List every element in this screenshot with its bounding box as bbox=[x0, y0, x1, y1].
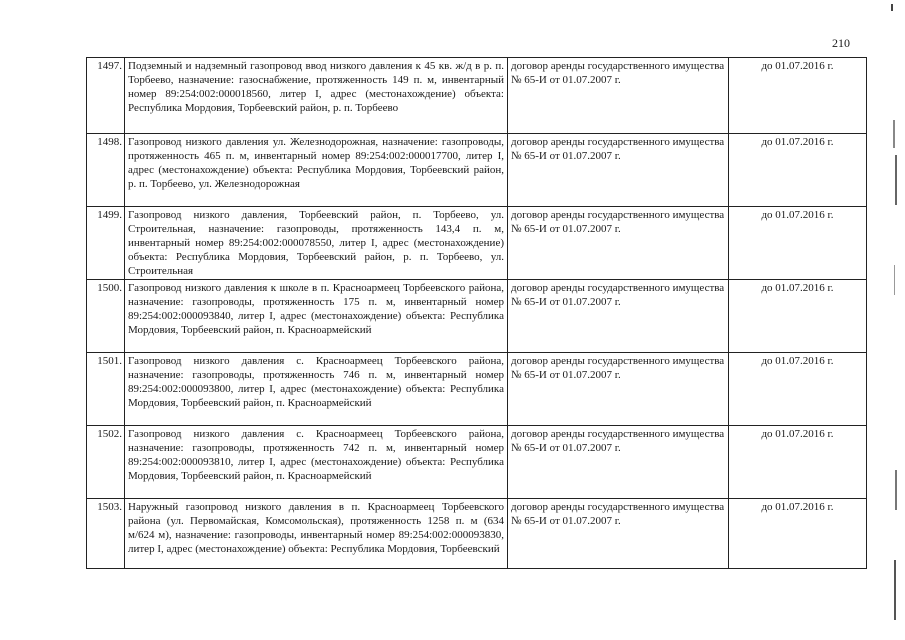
page-number: 210 bbox=[832, 36, 850, 50]
table-row bbox=[87, 280, 867, 353]
table-row bbox=[87, 353, 867, 426]
object-description: Газопровод низкого давления ул. Железнодорожная, назначение: газопроводы, протяженность 465 п. м, инвентарный номер 89:254:002:000017700, литер I, адрес (местонахождение) объекта: Республика Мордовия, Торбеевский район, р. п. Торбеево, ул. Железнодорожная bbox=[125, 134, 508, 207]
lease-term: до 01.07.2016 г. bbox=[729, 426, 867, 499]
lease-term: до 01.07.2016 г. bbox=[729, 353, 867, 426]
object-description: Газопровод низкого давления с. Красноармеец Торбеевского района, назначение: газопроводы, протяженность 742 п. м, инвентарный номер 89:254:002:000093810, литер I, адрес (местонахождение) объекта: Республика Мордовия, Торбеевский район, п. Красноармейский bbox=[125, 426, 508, 499]
row-number: 1499. bbox=[87, 207, 125, 280]
lease-basis: договор аренды государственного имущества № 65-И от 01.07.2007 г. bbox=[508, 134, 729, 207]
table-row bbox=[87, 134, 867, 207]
object-description: Подземный и надземный газопровод ввод низкого давления к 45 кв. ж/д в р. п. Торбеево, назначение: газоснабжение, протяженность 149 п. м, инвентарный номер 89:254:002:000018560, литер I, адрес (местонахождение) объекта: Республика Мордовия, Торбеевский район, р. п. Торбеево bbox=[125, 58, 508, 134]
lease-term: до 01.07.2016 г. bbox=[729, 207, 867, 280]
row-number: 1497. bbox=[87, 58, 125, 134]
object-description: Газопровод низкого давления, Торбеевский район, п. Торбеево, ул. Строительная, назначение: газопроводы, протяженность 143,4 п. м, инвентарный номер 89:254:002:000078550, литер I, адрес (местонахождение) объекта: Республика Мордовия, Торбеевский район, р. п. Торбеево, ул. Строительная bbox=[125, 207, 508, 280]
row-number: 1503. bbox=[87, 499, 125, 569]
lease-term: до 01.07.2016 г. bbox=[729, 134, 867, 207]
lease-term: до 01.07.2016 г. bbox=[729, 280, 867, 353]
table-row bbox=[87, 207, 867, 280]
scan-mark bbox=[893, 120, 895, 148]
object-description: Газопровод низкого давления с. Красноармеец Торбеевского района, назначение: газопроводы, протяженность 746 п. м, инвентарный номер 89:254:002:000093800, литер I, адрес (местонахождение) объекта: Республика Мордовия, Торбеевский район, п. Красноармейский bbox=[125, 353, 508, 426]
scan-mark bbox=[894, 265, 895, 295]
lease-basis: договор аренды государственного имущества № 65-И от 01.07.2007 г. bbox=[508, 499, 729, 569]
scan-mark bbox=[895, 155, 897, 205]
scan-mark bbox=[895, 470, 897, 510]
object-description: Газопровод низкого давления к школе в п. Красноармеец Торбеевского района, назначение: газопроводы, протяженность 175 п. м, инвентарный номер 89:254:002:000093840, литер I, адрес (местонахождение) объекта: Республика Мордовия, Торбеевский район, п. Красноармейский bbox=[125, 280, 508, 353]
lease-basis: договор аренды государственного имущества № 65-И от 01.07.2007 г. bbox=[508, 280, 729, 353]
lease-basis: договор аренды государственного имущества № 65-И от 01.07.2007 г. bbox=[508, 207, 729, 280]
object-description: Наружный газопровод низкого давления в п. Красноармеец Торбеевского района (ул. Первомайская, Комсомольская), протяженность 1258 п. м (634 м/624 м), назначение: газопроводы, инвентарный номер 89:254:002:000093830, литер I, адрес (местонахождение) объекта: Республика Мордовия, Торбеевский bbox=[125, 499, 508, 569]
lease-basis: договор аренды государственного имущества № 65-И от 01.07.2007 г. bbox=[508, 426, 729, 499]
lease-basis: договор аренды государственного имущества № 65-И от 01.07.2007 г. bbox=[508, 353, 729, 426]
table-row bbox=[87, 499, 867, 569]
scan-mark bbox=[894, 560, 896, 620]
lease-term: до 01.07.2016 г. bbox=[729, 58, 867, 134]
table-row bbox=[87, 426, 867, 499]
row-number: 1500. bbox=[87, 280, 125, 353]
table-row bbox=[87, 58, 867, 134]
row-number: 1498. bbox=[87, 134, 125, 207]
lease-basis: договор аренды государственного имущества № 65-И от 01.07.2007 г. bbox=[508, 58, 729, 134]
row-number: 1501. bbox=[87, 353, 125, 426]
property-table bbox=[86, 57, 867, 569]
row-number: 1502. bbox=[87, 426, 125, 499]
scan-mark bbox=[891, 4, 893, 11]
lease-term: до 01.07.2016 г. bbox=[729, 499, 867, 569]
